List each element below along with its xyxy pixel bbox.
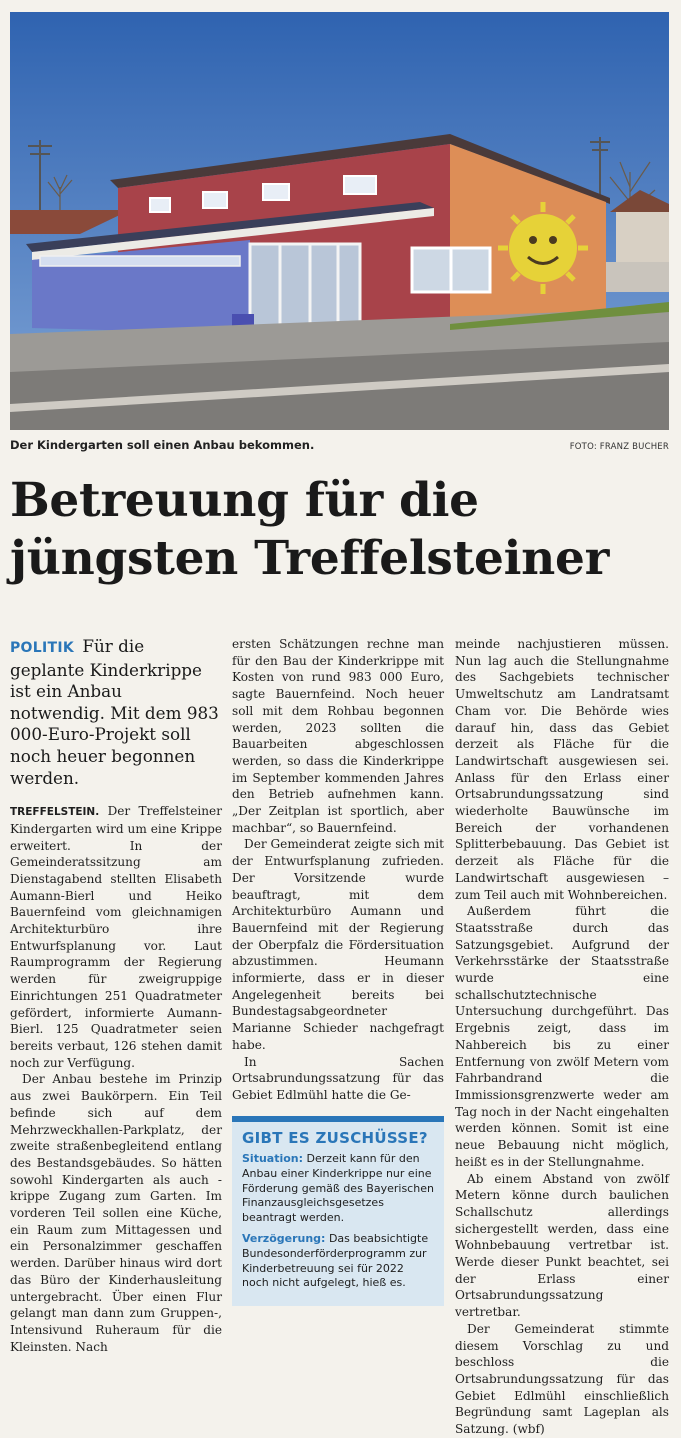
- info-text-delay: Das beabsichtigte Bundesonderförderprogramm zur Kinderbetreuung sei für 2022 noch nicht aufgelegt, hieß es.: [242, 1232, 429, 1290]
- info-box: [232, 1116, 444, 1306]
- info-label-situation: Situation:: [242, 1152, 304, 1166]
- info-text-situation: Derzeit kann für den Anbau einer Kinderkrippe nur eine Förderung gemäß des Bayerischen Finanzausgleichsgesetzes beantragt werden.: [242, 1152, 434, 1224]
- article-column-1: [10, 636, 222, 1355]
- info-label-delay: Verzögerung:: [242, 1232, 326, 1246]
- paragraph-5-continued: meinde nachjustieren müssen. Nun lag auch die Stellungnahme des Sachgebiets technischer Umweltschutz am Landratsamt Cham vor. Die Behörde wies darauf hin, dass das Gebiet derzeit als Fläche für die Landwirtschaft ausgewiesen sei. Anlass für den Erlass einer Ortsabrundungssatzung sind wiederholte Bauwünsche im Bereich der vorhandenen Splitterbebauung. Das Gebiet ist derzeit als Fläche für die Landwirtschaft ausgewiesen – zum Teil auch mit Wohnbereichen.: [455, 637, 669, 902]
- article-lead: [10, 636, 222, 789]
- headline-line-1: Betreuung für die: [10, 473, 479, 528]
- paragraph-8: Der Gemeinderat stimmte diesem Vorschlag zu und beschloss die Ortsabrundungssatzung für das Gebiet Edlmühl einschließlich Begründung samt Lageplan als Satzung. (wbf): [455, 1321, 669, 1437]
- section-kicker: POLITIK: [10, 640, 74, 656]
- lead-text: Für die geplante Kinderkrippe ist ein Anbau notwendig. Mit dem 983 000-Euro-Projekt soll noch heuer begonnen werden.: [10, 636, 219, 788]
- article-column-3: [455, 636, 669, 1438]
- paragraph-7: Ab einem Abstand von zwölf Metern könne durch baulichen Schallschutz allerdings sichergestellt werden, dass eine Wohnbebauung vertretbar ist. Werde dieser Punkt beachtet, sei der Erlass einer Ortsabrundungssatzung vertretbar.: [455, 1171, 669, 1320]
- dateline: TREFFELSTEIN.: [10, 806, 100, 819]
- paragraph-6: Außerdem führt die Staatsstraße durch das Satzungsgebiet. Aufgrund der Verkehrsstärke der Staatsstraße wurde eine schallschutztechnische Untersuchung durchgeführt. Das Ergebnis zeigt, dass im Nahbereich bis zu einer Entfernung von zwölf Metern vom Fahrbandrand die Immissionsgrenzwerte weder am Tag noch in der Nacht eingehalten werden können. Somit ist eine neue Bebauung nicht möglich, heißt es in der Stellungnahme.: [455, 904, 669, 1169]
- article-column-2: [232, 636, 444, 1306]
- info-box-delay: [232, 1232, 444, 1297]
- headline-line-2: jüngsten Treffelsteiner: [10, 531, 610, 586]
- kindergarten-photo: [10, 12, 669, 430]
- photo-caption: Der Kindergarten soll einen Anbau bekommen.: [10, 438, 315, 452]
- info-box-title: GIBT ES ZUSCHÜSSE?: [242, 1128, 428, 1147]
- paragraph-3: ersten Schätzungen rechne man für den Bau der Kinderkrippe mit Kosten von rund 983 000 Euro, sagte Bauernfeind. Noch heuer soll mit dem Rohbau begonnen werden, 2023 sollten die Bauarbeiten abgeschlossen werden, so dass die Kinderkrippe im September kommenden Jahres den Betrieb aufnehmen kann. „Der Zeitplan ist sportlich, aber machbar“, so Bauernfeind.: [232, 637, 444, 835]
- photo-caption-row: [10, 438, 669, 452]
- photo-credit: FOTO: FRANZ BUCHER: [569, 442, 669, 452]
- photo-illustration: [10, 12, 669, 430]
- paragraph-5-start: In Sachen Ortsabrundungssatzung für das Gebiet Edlmühl hatte die Ge-: [232, 1054, 444, 1102]
- paragraph-1-text: Der Treffelsteiner Kindergarten wird um eine Krippe erweitert. In der Gemeinderatssitzung am Dienstagabend stellten Elisabeth Aumann-Bierl und Heiko Bauernfeind vom gleichnamigen Architekturbüro ihre Entwurfsplanung vor. Laut Raumprogramm der Regierung werden für zweigruppige Einrichtungen 251 Quadratmeter gefördert, informierte Aumann-Bierl. 125 Quadratmeter seien bereits verbaut, 126 stehen damit noch zur Verfügung.: [10, 804, 222, 1070]
- paragraph-1: [10, 803, 222, 1071]
- article-headline: [10, 472, 675, 588]
- paragraph-2: Der Anbau bestehe im Prinzip aus zwei Baukörpern. Ein Teil befinde sich auf dem Mehrzweckhallen-Parkplatz, der zweite straßenbegleitend entlang des Bestandsgebäudes. So hätten sowohl Kindergarten als auch -krippe Zugang zum Garten. Im vorderen Teil sollen eine Küche, ein Raum zum Mittagessen und ein Personalzimmer geschaffen werden. Darüber hinaus wird dort das Büro der Kinderhausleitung untergebracht. Über einen Flur gelangt man dann zum Gruppen-, Intensivund Ruheraum für die Kleinsten. Nach: [10, 1072, 222, 1354]
- info-box-situation: [232, 1152, 444, 1232]
- paragraph-4: Der Gemeinderat zeigte sich mit der Entwurfsplanung zufrieden. Der Vorsitzende wurde beauftragt, mit dem Architekturbüro Aumann und Bauernfeind mit der Regierung der Oberpfalz die Fördersituation abzustimmen. Heumann informierte, dass er in dieser Angelegenheit bereits bei Bundestagsabgeordneter Marianne Schieder nachgefragt habe.: [232, 837, 444, 1052]
